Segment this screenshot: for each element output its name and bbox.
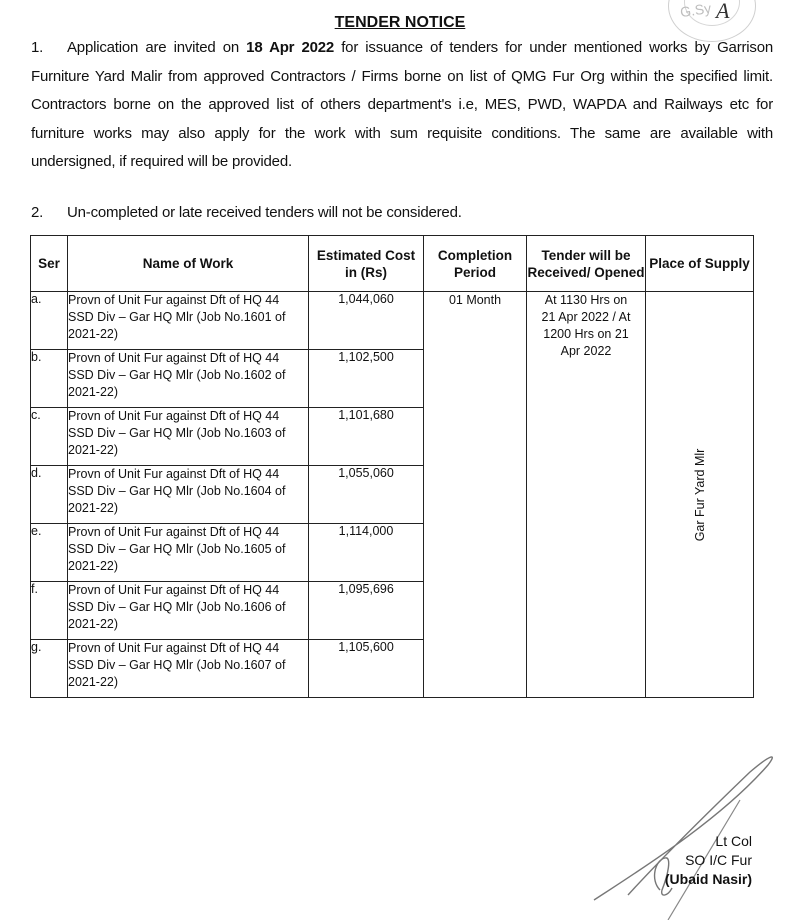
tender-schedule-text: At 1130 Hrs on 21 Apr 2022 / At 1200 Hrs on 21 Apr 2022 bbox=[541, 293, 631, 358]
header-name-of-work: Name of Work bbox=[68, 236, 309, 292]
invitation-date: 18 Apr 2022 bbox=[246, 39, 335, 56]
cell-name-of-work: Provn of Unit Fur against Dft of HQ 44 SSD Div – Gar HQ Mlr (Job No.1605 of 2021-22) bbox=[68, 524, 309, 582]
paragraph-number: 1. bbox=[31, 39, 44, 56]
header-place-of-supply: Place of Supply bbox=[646, 236, 754, 292]
cell-estimated-cost: 1,055,060 bbox=[309, 466, 424, 524]
cell-estimated-cost: 1,044,060 bbox=[309, 292, 424, 350]
cell-estimated-cost: 1,105,600 bbox=[309, 640, 424, 698]
cell-name-of-work: Provn of Unit Fur against Dft of HQ 44 SSD Div – Gar HQ Mlr (Job No.1607 of 2021-22) bbox=[68, 640, 309, 698]
header-ser: Ser bbox=[31, 236, 68, 292]
cell-ser: b. bbox=[31, 350, 68, 408]
cell-ser: e. bbox=[31, 524, 68, 582]
cell-ser: f. bbox=[31, 582, 68, 640]
paragraph-number: 2. bbox=[31, 204, 44, 221]
cell-estimated-cost: 1,095,696 bbox=[309, 582, 424, 640]
header-estimated-cost: Estimated Cost in (Rs) bbox=[309, 236, 424, 292]
signature-block bbox=[600, 832, 752, 889]
cell-name-of-work: Provn of Unit Fur against Dft of HQ 44 SSD Div – Gar HQ Mlr (Job No.1606 of 2021-22) bbox=[68, 582, 309, 640]
paragraph-text-start: Application are invited on bbox=[67, 39, 247, 56]
stamp-text: G.Sy bbox=[679, 0, 713, 21]
paragraph-text: Un-completed or late received tenders will not be considered. bbox=[67, 204, 462, 221]
stamp-initial-mark: A bbox=[716, 0, 730, 23]
header-completion-period: Completion Period bbox=[424, 236, 527, 292]
header-tender-received-opened: Tender will be Received/ Opened bbox=[527, 236, 646, 292]
cell-name-of-work: Provn of Unit Fur against Dft of HQ 44 SSD Div – Gar HQ Mlr (Job No.1602 of 2021-22) bbox=[68, 350, 309, 408]
cell-name-of-work: Provn of Unit Fur against Dft of HQ 44 SSD Div – Gar HQ Mlr (Job No.1604 of 2021-22) bbox=[68, 466, 309, 524]
cell-ser: c. bbox=[31, 408, 68, 466]
cell-ser: a. bbox=[31, 292, 68, 350]
document-title: TENDER NOTICE bbox=[334, 14, 466, 31]
paragraph-text-rest: for issuance of tenders for under mentioned works by Garrison Furniture Yard Malir from approved Contractors / Firms borne on list of QMG Fur Org within the specified limit. Contractors borne on the approved list of others department's i.e, MES, PWD, WAPDA and Railways etc for furniture works may also apply for the work with sum requisite conditions. The same are available with undersigned, if required will be provided. bbox=[31, 39, 773, 170]
cell-estimated-cost: 1,101,680 bbox=[309, 408, 424, 466]
signatory-name: (Ubaid Nasir) bbox=[664, 871, 752, 887]
cell-estimated-cost: 1,114,000 bbox=[309, 524, 424, 582]
signatory-appointment: SO I/C Fur bbox=[685, 852, 752, 868]
cell-ser: g. bbox=[31, 640, 68, 698]
cell-estimated-cost: 1,102,500 bbox=[309, 350, 424, 408]
cell-name-of-work: Provn of Unit Fur against Dft of HQ 44 SSD Div – Gar HQ Mlr (Job No.1601 of 2021-22) bbox=[68, 292, 309, 350]
cell-ser: d. bbox=[31, 466, 68, 524]
cell-completion-period: 01 Month bbox=[424, 292, 527, 698]
signatory-rank: Lt Col bbox=[715, 833, 752, 849]
cell-name-of-work: Provn of Unit Fur against Dft of HQ 44 SSD Div – Gar HQ Mlr (Job No.1603 of 2021-22) bbox=[68, 408, 309, 466]
place-of-supply-text: Gar Fur Yard Mlr bbox=[692, 448, 707, 541]
